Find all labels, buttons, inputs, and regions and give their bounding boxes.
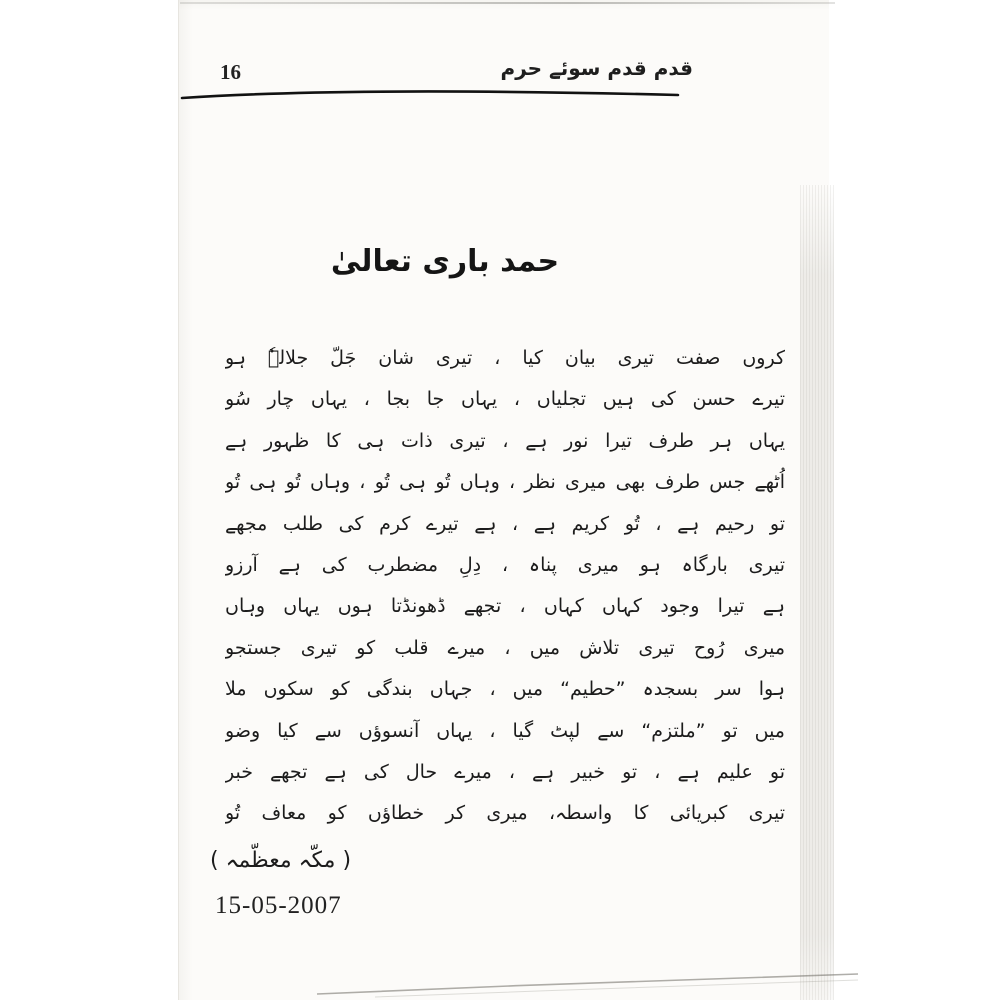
footer-place: ( مکّہ معظّمہ ) <box>210 848 352 873</box>
running-title: قدم قدم سوئے حرم <box>500 56 693 80</box>
poem <box>225 338 785 835</box>
poem-line: تیری بارگاہ ہو میری پناہ ، دِلِ مضطرب کی ہے آرزو <box>225 553 785 576</box>
poem-line: تو رحیم ہے ، تُو کریم ہے ، ہے تیرے کرم کی طلب مجھے <box>225 512 785 535</box>
poem-line: کروں صفت تیری بیان کیا ، تیری شان جَلّ جلالہٗ ہو <box>225 347 785 369</box>
poem-line: اُٹھے جس طرف بھی میری نظر ، وہاں تُو ہی تُو ، وہاں تُو ہی تُو <box>225 471 785 494</box>
footer-date: 15-05-2007 <box>215 892 342 919</box>
poem-line: ہے تیرا وجود کہاں کہاں ، تجھے ڈھونڈتا ہوں یہاں وہاں <box>225 595 785 618</box>
section-title: حمد باری تعالیٰ <box>330 244 560 279</box>
header-rule <box>180 86 680 102</box>
page-number: 16 <box>220 60 241 84</box>
poem-line: یہاں ہر طرف تیرا نور ہے ، تیری ذات ہی کا ظہور ہے <box>225 429 785 452</box>
poem-line: میں تو ”ملتزم“ سے لپٹ گیا ، یہاں آنسوؤں سے کیا وضو <box>225 719 785 742</box>
poem-line: میری رُوح تیری تلاش میں ، میرے قلب کو تیری جستجو <box>225 636 785 659</box>
poem-line: تو علیم ہے ، تو خبیر ہے ، میرے حال کی ہے تجھے خبر <box>225 760 785 783</box>
page-stack-edge <box>800 185 834 1000</box>
poem-line: تیرے حسن کی ہیں تجلیاں ، یہاں جا بجا ، یہاں چار سُو <box>225 388 785 411</box>
poem-line: ہوا سر بسجدہ ”حطیم“ میں ، جہاں بندگی کو سکوں ملا <box>225 678 785 701</box>
poem-line: تیری کبریائی کا واسطہ، میری کر خطاؤں کو معاف تُو <box>225 802 785 825</box>
page-bottom-edge <box>315 968 860 998</box>
page-top-edge <box>180 2 835 4</box>
